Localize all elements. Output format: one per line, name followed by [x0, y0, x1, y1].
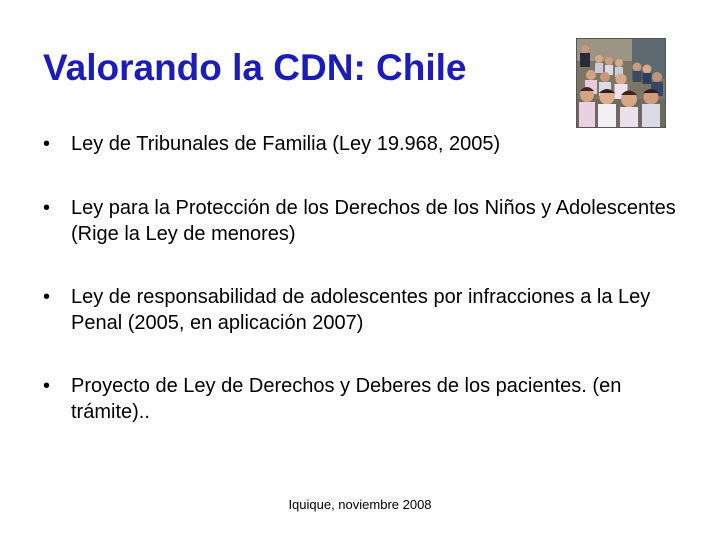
children-group-photo	[576, 38, 666, 128]
slide-title: Valorando la CDN: Chile	[43, 47, 467, 88]
slide-footer: Iquique, noviembre 2008	[288, 497, 432, 512]
bullet-marker: •	[43, 375, 51, 397]
bullet-marker: •	[43, 286, 51, 308]
bullet-marker: •	[43, 133, 51, 155]
bullet-text: Ley de responsabilidad de adolescentes por infracciones a la Ley Penal (2005, en aplicación 2007)	[71, 286, 651, 334]
bullet-text: Ley para la Protección de los Derechos de los Niños y Adolescentes (Rige la Ley de menores)	[71, 197, 676, 245]
bullet-text: Proyecto de Ley de Derechos y Deberes de los pacientes. (en trámite)..	[71, 375, 622, 423]
bullet-marker: •	[43, 197, 51, 219]
bullet-text: Ley de Tribunales de Familia (Ley 19.968, 2005)	[71, 133, 501, 155]
